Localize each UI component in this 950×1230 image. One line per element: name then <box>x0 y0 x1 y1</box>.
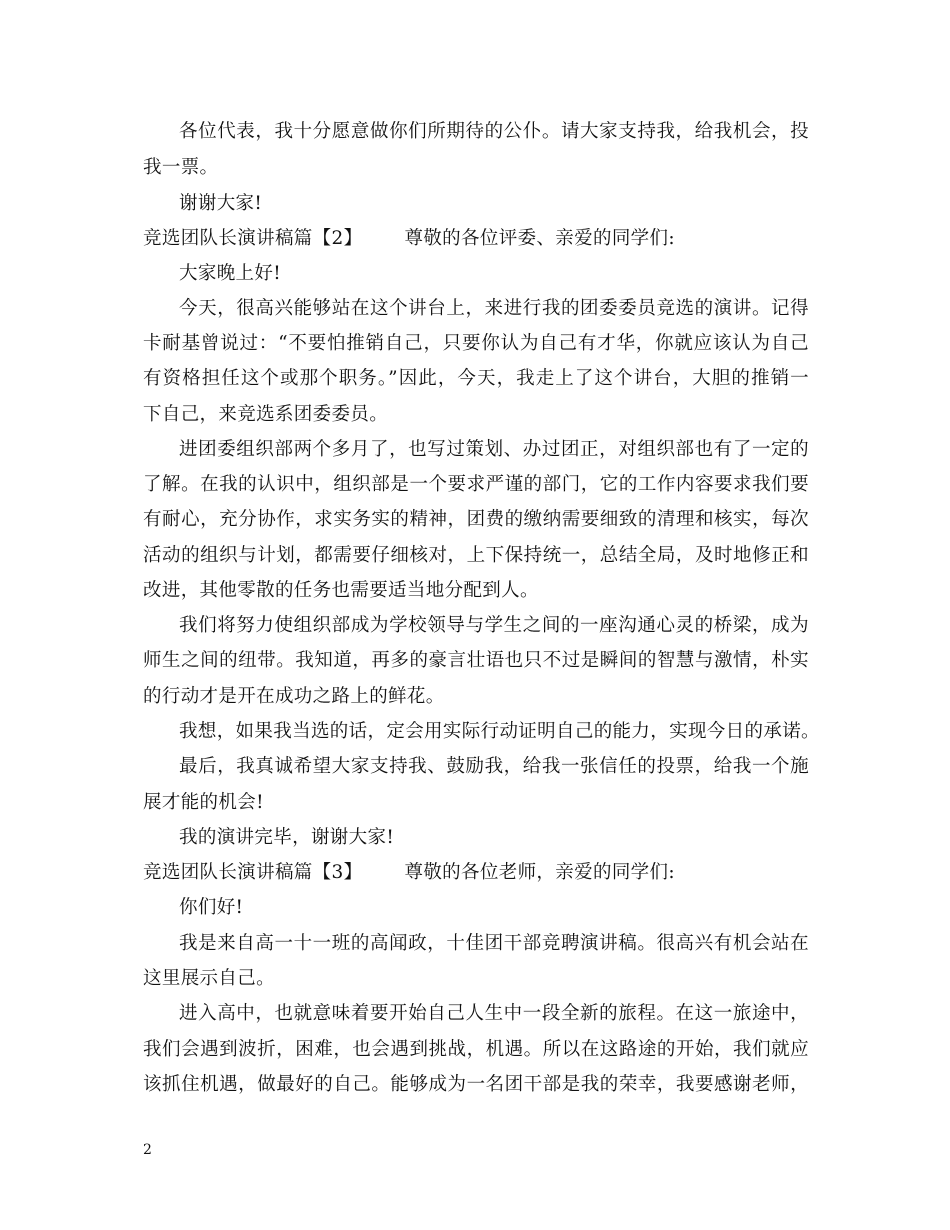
paragraph-line: 改进，其他零散的任务也需要适当地分配到人。 <box>143 580 539 601</box>
paragraph-line: 各位代表，我十分愿意做你们所期待的公仆。请大家支持我，给我机会，投 <box>179 121 809 142</box>
section-heading <box>143 228 809 250</box>
paragraph-line: 师生之间的纽带。我知道，再多的豪言壮语也只不过是瞬间的智慧与激情，朴实 <box>143 650 809 671</box>
paragraph-line: 进入高中，也就意味着要开始自己人生中一段全新的旅程。在这一旅途中， <box>179 1003 809 1024</box>
paragraph-line: 卡耐基曾说过：“不要怕推销自己，只要你认为自己有才华，你就应该认为自己 <box>143 333 809 354</box>
paragraph-line: 大家晚上好! <box>179 263 282 284</box>
paragraph-line: 该抓住机遇，做最好的自己。能够成为一名团干部是我的荣幸，我要感谢老师， <box>143 1074 809 1095</box>
paragraph-line: 这里展示自己。 <box>143 968 275 989</box>
paragraph-line: 我们将努力使组织部成为学校领导与学生之间的一座沟通心灵的桥梁，成为 <box>179 615 809 636</box>
section-title: 竞选团队长演讲稿篇【3】 <box>143 862 363 883</box>
section-greeting: 尊敬的各位老师，亲爱的同学们: <box>404 862 675 883</box>
page-number: 2 <box>143 1142 152 1158</box>
paragraph-line: 今天，很高兴能够站在这个讲台上，来进行我的团委委员竞选的演讲。记得 <box>179 298 809 319</box>
paragraph-line: 我的演讲完毕，谢谢大家! <box>179 827 395 848</box>
paragraph-line: 谢谢大家! <box>179 193 263 214</box>
paragraph-line: 活动的组织与计划，都需要仔细核对，上下保持统一，总结全局，及时地修正和 <box>143 545 809 566</box>
paragraph-line: 了解。在我的认识中，组织部是一个要求严谨的部门，它的工作内容要求我们要 <box>143 474 809 495</box>
paragraph-line: 下自己，来竞选系团委委员。 <box>143 404 389 425</box>
paragraph-line: 我一票。 <box>143 157 219 178</box>
section-title: 竞选团队长演讲稿篇【2】 <box>143 228 363 249</box>
paragraph-line: 展才能的机会! <box>143 792 264 813</box>
paragraph-line: 我们会遇到波折，困难，也会遇到挑战，机遇。所以在这路途的开始，我们就应 <box>143 1039 809 1060</box>
section-greeting: 尊敬的各位评委、亲爱的同学们: <box>404 228 675 249</box>
paragraph-line: 我是来自高一十一班的高闻政，十佳团干部竞聘演讲稿。很高兴有机会站在 <box>179 933 809 954</box>
paragraph-line: 的行动才是开在成功之路上的鲜花。 <box>143 686 445 707</box>
paragraph-line: 有耐心，充分协作，求实务实的精神，团费的缴纳需要细致的清理和核实，每次 <box>143 509 809 530</box>
paragraph-line: 进团委组织部两个多月了，也写过策划、办过团正，对组织部也有了一定的 <box>179 439 809 460</box>
section-heading <box>143 862 809 884</box>
paragraph-line: 你们好! <box>179 897 244 918</box>
paragraph-line: 最后，我真诚希望大家支持我、鼓励我，给我一张信任的投票，给我一个施 <box>179 756 809 777</box>
paragraph-line: 有资格担任这个或那个职务。”因此，今天，我走上了这个讲台，大胆的推销一 <box>143 368 809 389</box>
paragraph-line: 我想，如果我当选的话，定会用实际行动证明自己的能力，实现今日的承诺。 <box>179 721 820 742</box>
